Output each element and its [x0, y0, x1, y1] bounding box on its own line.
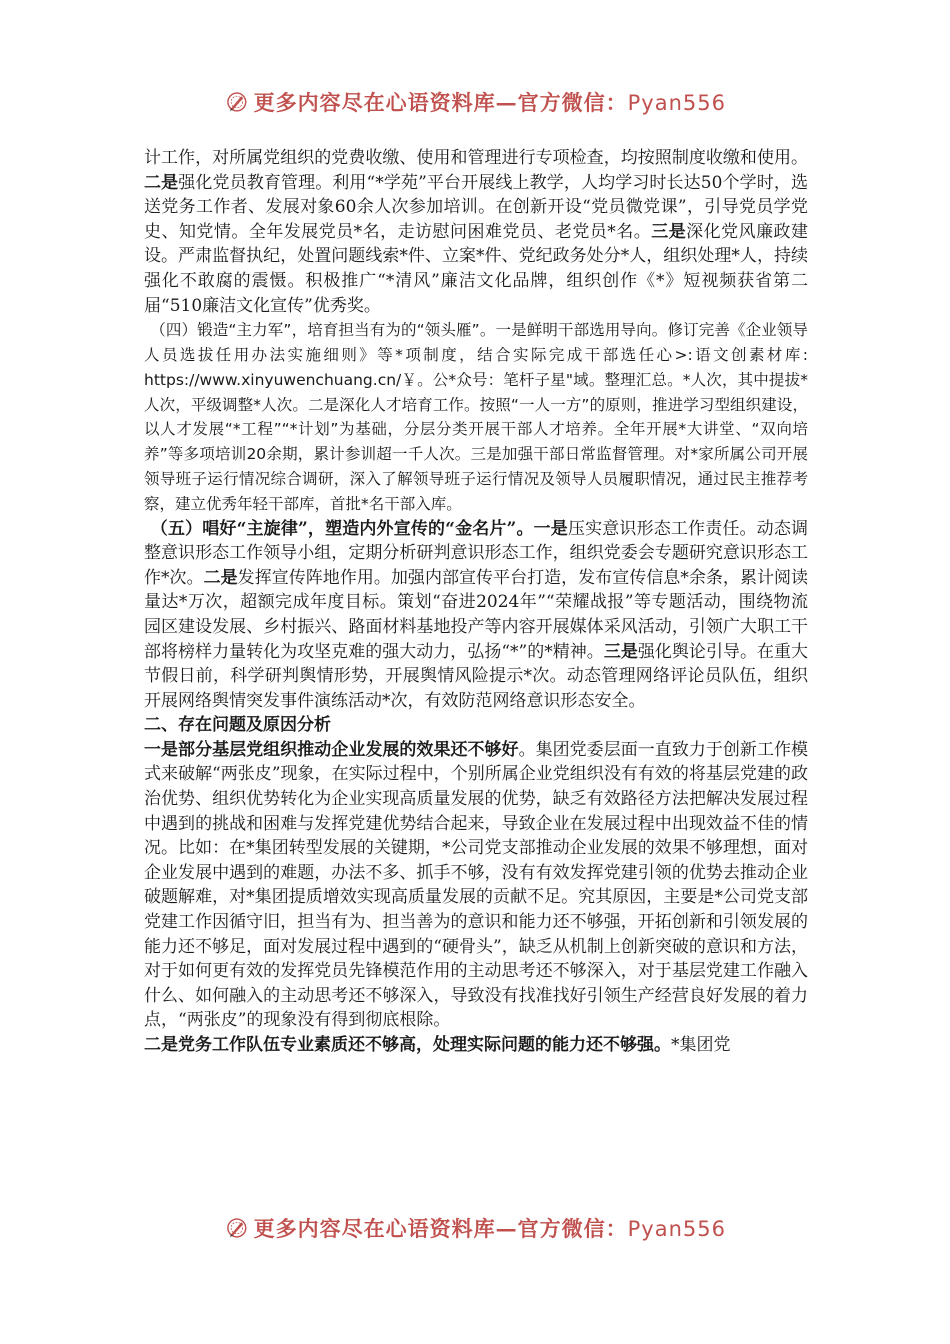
paragraph-problem-one: 一是部分基层党组织推动企业发展的效果还不够好。集团党委层面一直致力于创新工作模式来破解“两张皮”现象，在实际过程中，个别所属企业党组织没有有效的将基层党建的政治优势、组织优势转化为企业实现高质量发展的优势，缺乏有效路径方法把解决发展过程中遇到的挑战和困难与发挥党建优势结合起来，导致企业在发展过程中出现效益不佳的情况。比如：在*集团转型发展的关键期，*公司党支部推动企业发展的效果不够理想，面对企业发展中遇到的难题，办法不多、抓手不够，没有有效发挥党建引领的优势去推动企业破题解难，对*集团提质增效实现高质量发展的贡献不足。究其原因，主要是*公司党支部党建工作因循守旧，担当有为、担当善为的意识和能力还不够强，开拓创新和引领发展的能力还不够足，面对发展过程中遇到的“硬骨头”，缺乏从机制上创新突破的意识和方法，对于如何更有效的发挥党员先锋模范作用的主动思考还不够深入，对于基层党建工作融入什么、如何融入的主动思考还不够深入，导致没有找准找好引领生产经营良好发展的着力点，“两张皮”的现象没有得到彻底根除。: [144, 739, 808, 1031]
paragraph-publicity: （五）唱好“主旋律”，塑造内外宣传的“金名片”。一是压实意识形态工作责任。动态调整意识形态工作领导小组，定期分析研判意识形态工作，组织党委会专题研究意识形态工作*次。二是发挥宣传阵地作用。加强内部宣传平台打造，发布宣传信息*余条，累计阅读量达*万次，超额完成年度目标。策划“奋进2024年”“荣耀战报”等专题活动，围绕物流园区建设发展、乡村振兴、路面材料基地投产等内容开展媒体采风活动，引领广大职工干部将榜样力量转化为攻坚克难的强大动力，弘扬“*”的*精神。三是强化舆论引导。在重大节假日前，科学研判舆情形势，开展舆情风险提示*次。动态管理网络评论员队伍，组织开展网络舆情突发事件演练活动*次，有效防范网络意识形态安全。: [144, 518, 809, 711]
watermark-banner-top: [226, 82, 726, 122]
watermark-banner-bottom: [226, 1208, 726, 1248]
section-heading-problems: 二、存在问题及原因分析: [144, 715, 331, 736]
banner-text: 更多内容尽在心语资料库—官方微信：Pyan556: [253, 90, 726, 115]
paragraph-problem-two: 二是党务工作队伍专业素质还不够高，处理实际问题的能力还不够强。*集团党: [144, 1035, 731, 1055]
pen-circle-logo-icon: [226, 1211, 248, 1245]
paragraph-party-education: 计工作，对所属党组织的党费收缴、使用和管理进行专项检查，均按照制度收缴和使用。二是强化党员教育管理。利用“*学苑”平台开展线上教学，人均学习时长达50个学时，选送党务工作者、发展对象60余人次参加培训。在创新开设“党员微党课”，引导党员学党史、知党情。全年发展党员*名，走访慰问困难党员、老党员*名。三是深化党风廉政建设。严肃监督执纪，处置问题线索*件、立案*件、党纪政务处分*人，组织处理*人，持续强化不敢腐的震慑。积极推广“*清风”廉洁文化品牌，组织创作《*》短视频获省第二届“510廉洁文化宣传”优秀奖。: [144, 148, 809, 316]
document-body: [144, 146, 808, 1058]
pen-circle-logo-icon: [226, 85, 248, 119]
paragraph-cadre-selection: （四）锻造“主力军”，培育担当有为的“领头雁”。一是鲜明干部选用导向。修订完善《企业领导人员选拔任用办法实施细则》等*项制度，结合实际完成干部选任心>:语文创素材库: https://www.xinyuwenchuang.cn/￥。公*众号：笔杆子星"域。整理汇总。*人次，其中提拔*人次，平级调整*人次。二是深化人才培育工作。按照“一人一方”的原则，推进学习型组织建设，以人才发展“*工程”“*计划”为基础，分层分类开展干部人才培养。全年开展*大讲堂、“双向培养”等多项培训20余期，累计参训超一千人次。三是加强干部日常监督管理。对*家所属公司开展领导班子运行情况综合调研，深入了解领导班子运行情况及领导人员履职情况，通过民主推荐考察，建立优秀年轻干部库，首批*名干部入库。: [144, 321, 808, 513]
banner-text: 更多内容尽在心语资料库—官方微信：Pyan556: [253, 1216, 726, 1241]
